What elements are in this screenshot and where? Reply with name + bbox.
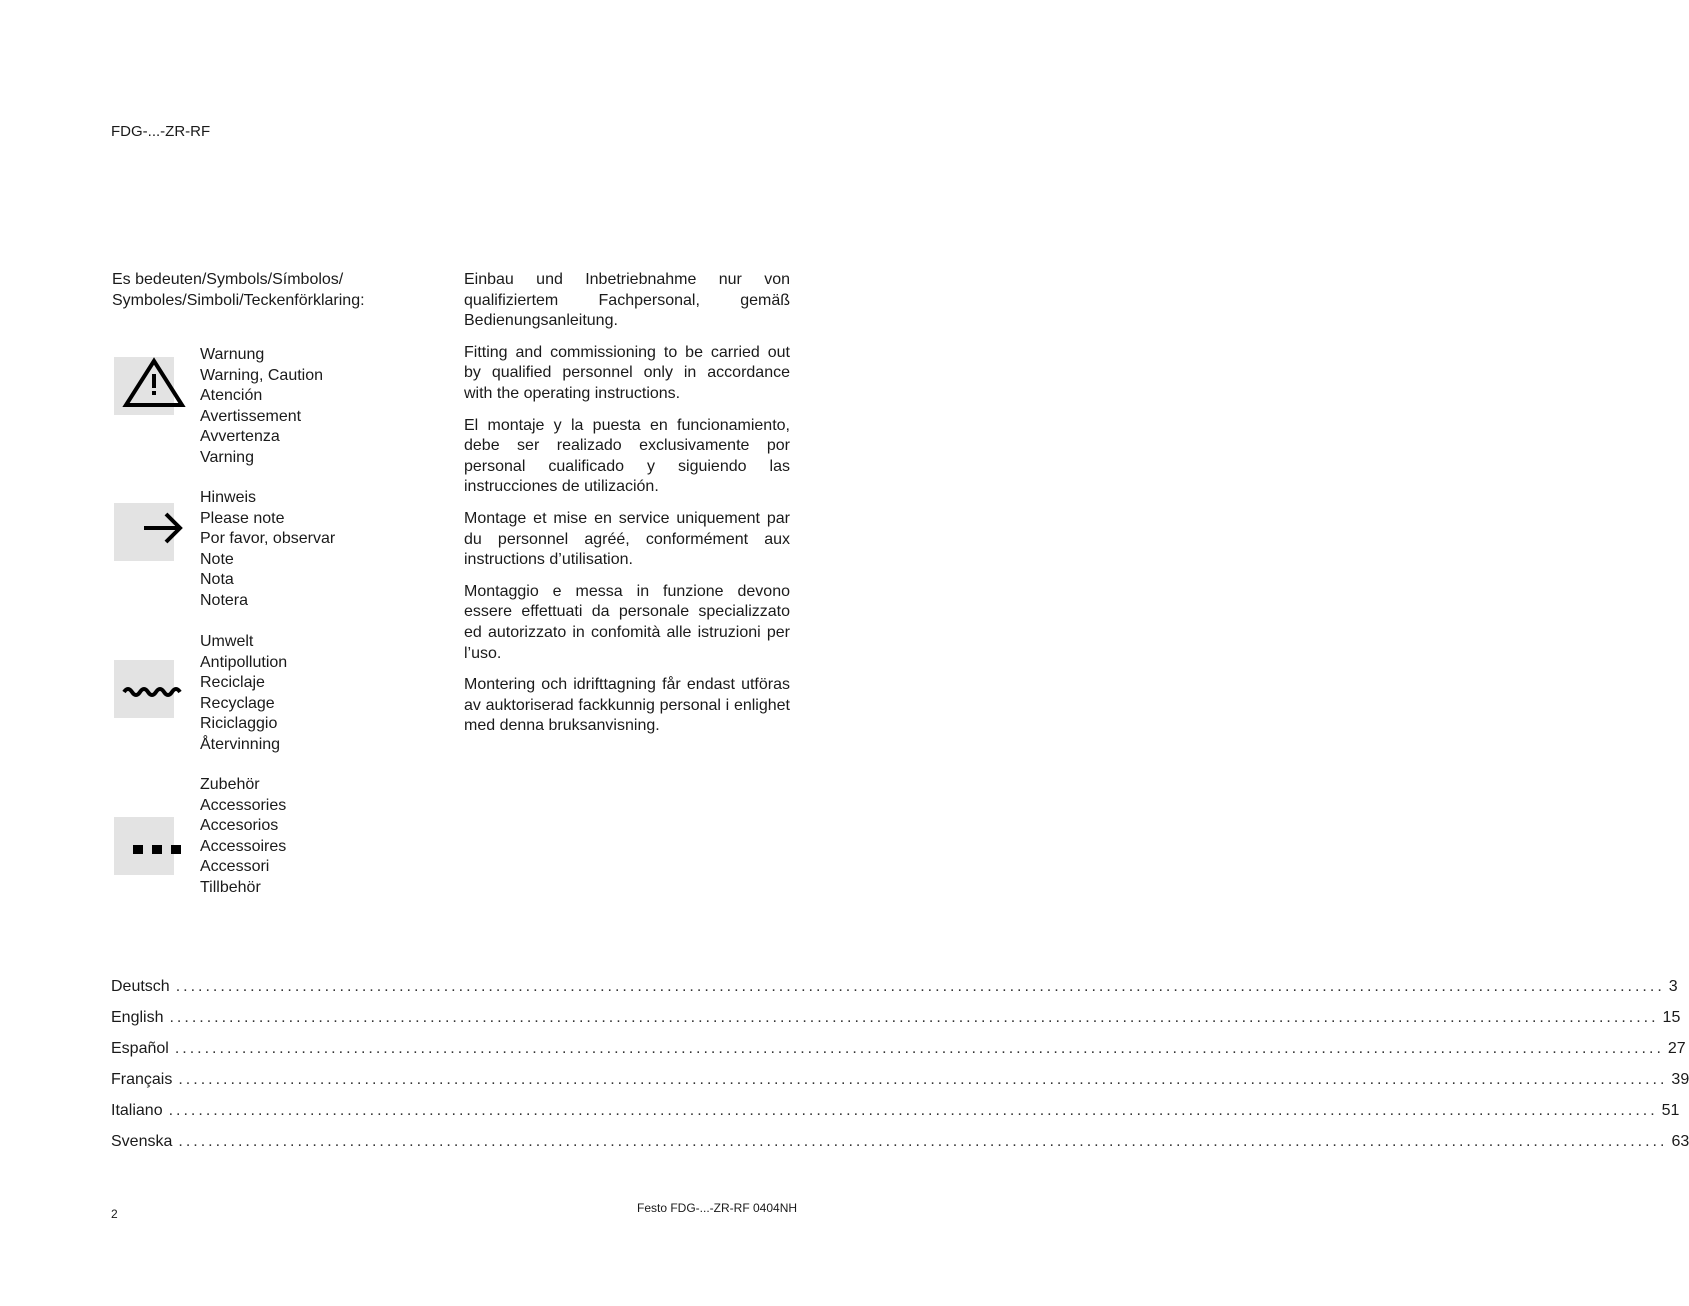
dots-icon xyxy=(114,817,174,875)
toc-leader: ........................................................................................................................................................................................................ xyxy=(175,978,1665,995)
legend-label: Reciclaje xyxy=(200,674,265,692)
notice-fr: Montage et mise en service uniquement par du personnel agréé, conformément aux instructions d’utilisation. xyxy=(464,509,790,569)
notice-es: El montaje y la puesta en funcionamiento, debe ser realizado exclusivamente por personal cualificado y siguiendo las instrucciones de utilización. xyxy=(464,416,790,496)
arrow-right-icon xyxy=(114,503,174,561)
toc-entry-deutsch[interactable] xyxy=(111,978,1678,1009)
legend-label: Umwelt xyxy=(200,633,254,650)
legend-label: Antipollution xyxy=(200,653,288,671)
legend-label: Accessori xyxy=(200,858,270,876)
warning-triangle-icon xyxy=(114,357,174,415)
toc-language: Français xyxy=(111,1071,173,1088)
notice-de: Einbau und Inbetriebnahme nur von qualifiziertem Fachpersonal, gemäß Bedienungsanleitung. xyxy=(464,271,790,330)
toc-language: Svenska xyxy=(111,1133,173,1150)
toc-language: English xyxy=(111,1009,164,1026)
wave-icon xyxy=(114,660,174,718)
warning-labels xyxy=(200,345,323,469)
accessories-labels xyxy=(200,775,286,899)
legend-label: Please note xyxy=(200,509,285,527)
legend-label: Recyclage xyxy=(200,694,275,712)
footer-doc-ref: Festo FDG-...-ZR-RF 0404NH xyxy=(637,1201,798,1215)
legend-label: Notera xyxy=(200,591,249,609)
legend-label: Nota xyxy=(200,571,234,589)
toc-leader: ........................................................................................................................................................................................................ xyxy=(178,1071,1668,1088)
document-code: FDG-...-ZR-RF xyxy=(111,123,211,140)
toc-page: 15 xyxy=(1662,1009,1681,1026)
legend-title-line2: Symboles/Simboli/Teckenförklaring: xyxy=(112,291,365,309)
legend-label: Note xyxy=(200,550,234,568)
toc-entry-english[interactable] xyxy=(111,1009,1681,1040)
page-number: 2 xyxy=(111,1207,118,1221)
toc-language: Español xyxy=(111,1040,169,1057)
toc-entry-svenska[interactable] xyxy=(111,1133,1689,1164)
toc-leader: ........................................................................................................................................................................................................ xyxy=(174,1040,1664,1057)
toc-leader: ........................................................................................................................................................................................................ xyxy=(168,1102,1658,1119)
toc-entry-italiano[interactable] xyxy=(111,1102,1680,1133)
toc-leader: ........................................................................................................................................................................................................ xyxy=(178,1133,1668,1150)
legend-label: Accessoires xyxy=(200,837,287,855)
toc-entry-espanol[interactable] xyxy=(111,1040,1686,1071)
toc-page: 3 xyxy=(1668,978,1678,995)
notice-en: Fitting and commissioning to be carried out by qualified personnel only in accordance with the operating instructions. xyxy=(464,343,790,402)
legend-label: Avertissement xyxy=(200,407,302,425)
toc-language: Italiano xyxy=(111,1102,163,1119)
toc-leader: ........................................................................................................................................................................................................ xyxy=(169,1009,1659,1026)
legend-label: Warnung xyxy=(200,346,265,363)
legend-label: Zubehör xyxy=(200,776,260,793)
toc-language: Deutsch xyxy=(111,978,170,995)
legend-label: Varning xyxy=(200,448,254,466)
legend-label: Riciclaggio xyxy=(200,715,278,733)
environment-labels xyxy=(200,632,287,756)
notice-sv: Montering och idrifttagning får endast utföras av auktoriserad fackkunnig personal i enlighet med denna bruksanvisning. xyxy=(464,676,790,735)
toc-entry-francais[interactable] xyxy=(111,1071,1689,1102)
legend-label: Por favor, observar xyxy=(200,530,336,548)
legend-title-line1: Es bedeuten/Symbols/Símbolos/ xyxy=(112,271,344,288)
legend-label: Atención xyxy=(200,387,263,405)
legend-title xyxy=(112,270,432,311)
legend-label: Accessories xyxy=(200,796,287,814)
legend-label: Warning, Caution xyxy=(200,366,324,384)
toc-page: 39 xyxy=(1671,1071,1689,1088)
legend-label: Återvinning xyxy=(200,735,281,753)
safety-notices xyxy=(464,270,790,748)
toc-page: 63 xyxy=(1671,1133,1689,1150)
toc-page: 27 xyxy=(1667,1040,1686,1057)
legend-label: Accesorios xyxy=(200,817,279,835)
legend-label: Avvertenza xyxy=(200,428,280,446)
table-of-contents xyxy=(111,978,1689,1164)
legend-label: Hinweis xyxy=(200,489,257,506)
note-labels xyxy=(200,488,335,612)
notice-it: Montaggio e messa in funzione devono essere effettuati da personale specializzato ed autorizzato in confomità alle istruzioni per l’uso. xyxy=(464,582,790,662)
toc-page: 51 xyxy=(1661,1102,1680,1119)
legend-label: Tillbehör xyxy=(200,878,261,896)
